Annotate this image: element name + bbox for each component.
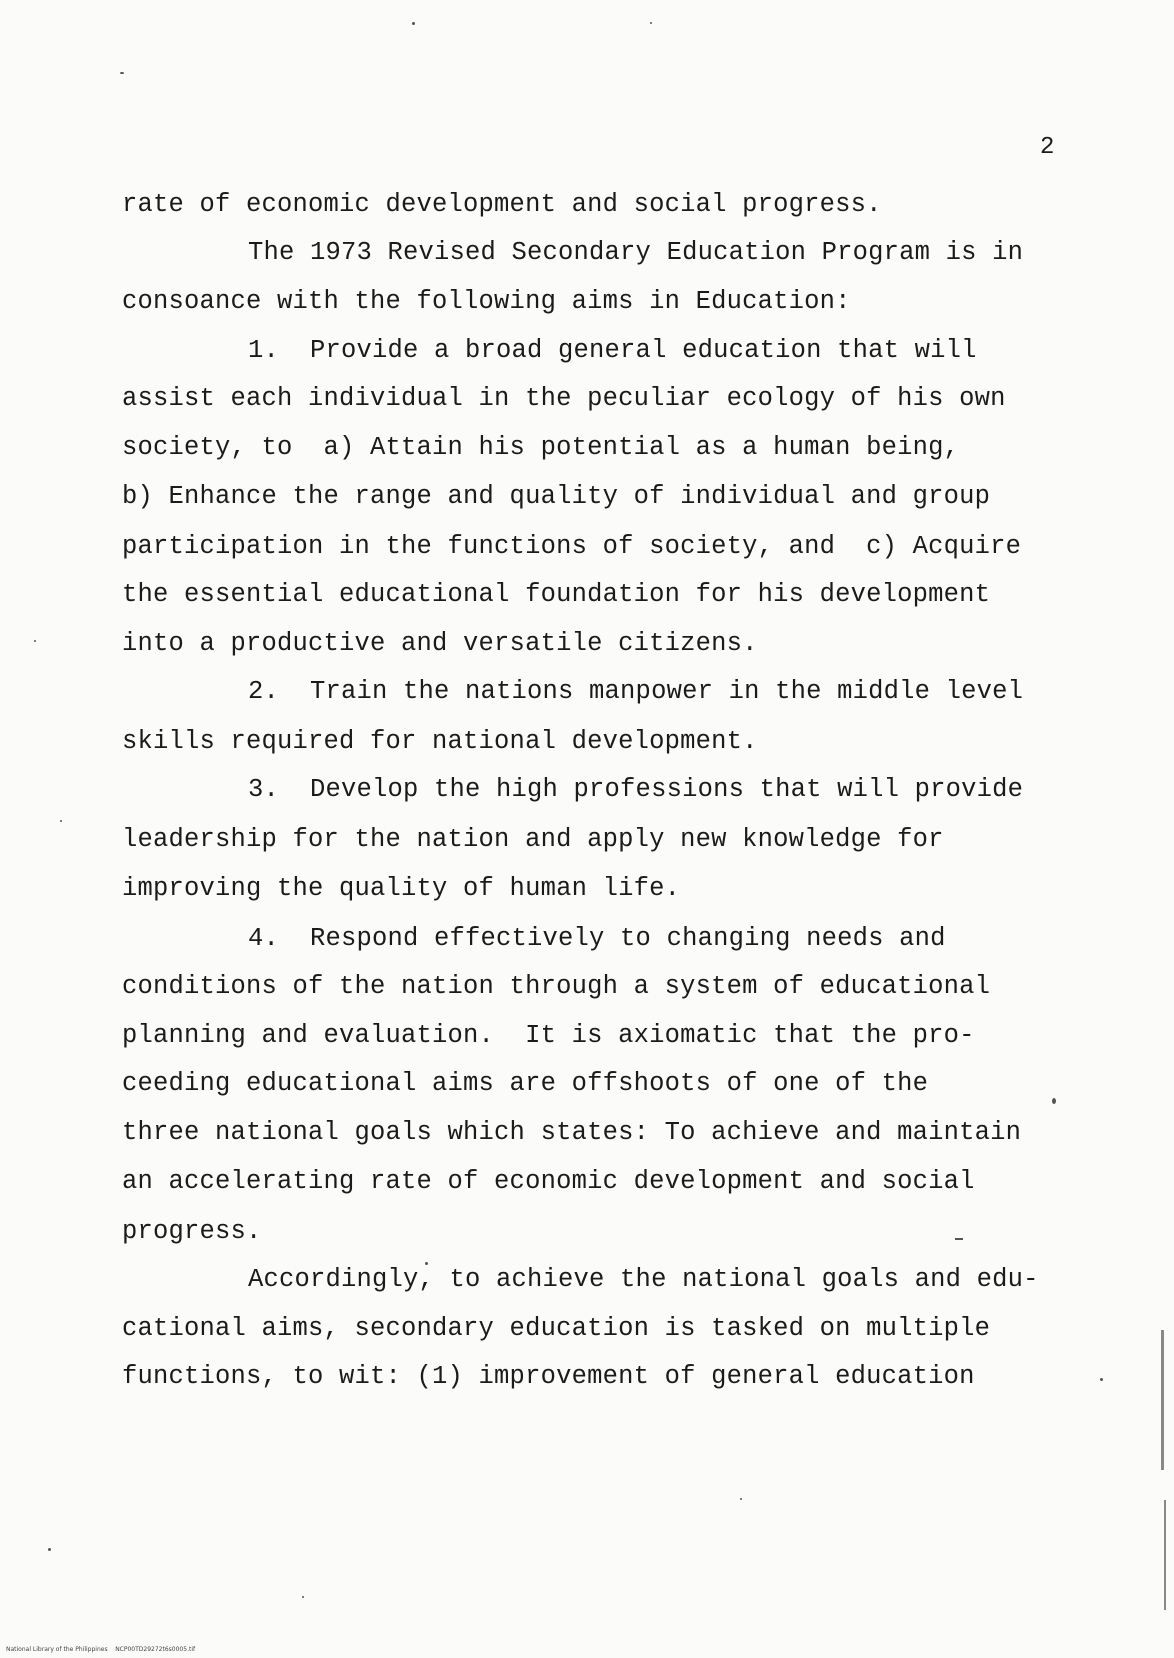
text-line: Accordingly, to achieve the national goals and edu-: [248, 1265, 1039, 1294]
scan-speck: [412, 22, 415, 25]
scan-speck: [120, 72, 124, 74]
text-line: 3. Develop the high professions that will provide: [248, 775, 1024, 804]
text-line: leadership for the nation and apply new knowledge for: [122, 825, 944, 854]
text-line: 2. Train the nations manpower in the middle level: [248, 677, 1024, 706]
scan-speck: [48, 1548, 51, 1551]
scan-speck: [1100, 1378, 1103, 1381]
text-line: conditions of the nation through a system of educational: [122, 972, 991, 1001]
text-line: functions, to wit: (1) improvement of general education: [122, 1362, 975, 1391]
text-line: into a productive and versatile citizens.: [122, 629, 758, 658]
scan-speck: [1052, 1098, 1056, 1104]
text-line: skills required for national development.: [122, 727, 758, 756]
text-line: 4. Respond effectively to changing needs and: [248, 924, 946, 953]
text-line: rate of economic development and social progress.: [122, 190, 882, 219]
archive-footer: National Library of the Philippines NCP00TD29272t6s0005.tif: [6, 1646, 196, 1653]
text-line: consoance with the following aims in Education:: [122, 287, 851, 316]
text-line: progress.: [122, 1217, 262, 1246]
text-line: three national goals which states: To achieve and maintain: [122, 1118, 1022, 1147]
text-line: an accelerating rate of economic development and social: [122, 1167, 975, 1196]
text-line: 1. Provide a broad general education that will: [248, 336, 977, 365]
scan-speck: [740, 1498, 742, 1500]
scan-speck: [34, 640, 36, 642]
scan-speck: [425, 1262, 428, 1265]
scan-edge-mark: [1164, 1500, 1166, 1610]
text-line: society, to a) Attain his potential as a human being,: [122, 433, 960, 462]
text-line: b) Enhance the range and quality of individual and group: [122, 482, 991, 511]
text-line: assist each individual in the peculiar ecology of his own: [122, 384, 1006, 413]
text-line: the essential educational foundation for his development: [122, 580, 991, 609]
text-line: improving the quality of human life.: [122, 874, 681, 903]
text-line: planning and evaluation. It is axiomatic that the pro-: [122, 1021, 975, 1050]
scan-speck: [60, 820, 62, 822]
scan-edge-mark: [1161, 1330, 1164, 1470]
scan-speck: [955, 1238, 963, 1240]
text-line: participation in the functions of society, and c) Acquire: [122, 532, 1022, 561]
text-line: ceeding educational aims are offshoots of one of the: [122, 1069, 929, 1098]
scan-speck: [302, 1596, 304, 1598]
scan-speck: [650, 22, 652, 24]
text-line: The 1973 Revised Secondary Education Program is in: [248, 238, 1024, 267]
text-line: cational aims, secondary education is tasked on multiple: [122, 1314, 991, 1343]
page-number: 2: [1040, 134, 1055, 161]
